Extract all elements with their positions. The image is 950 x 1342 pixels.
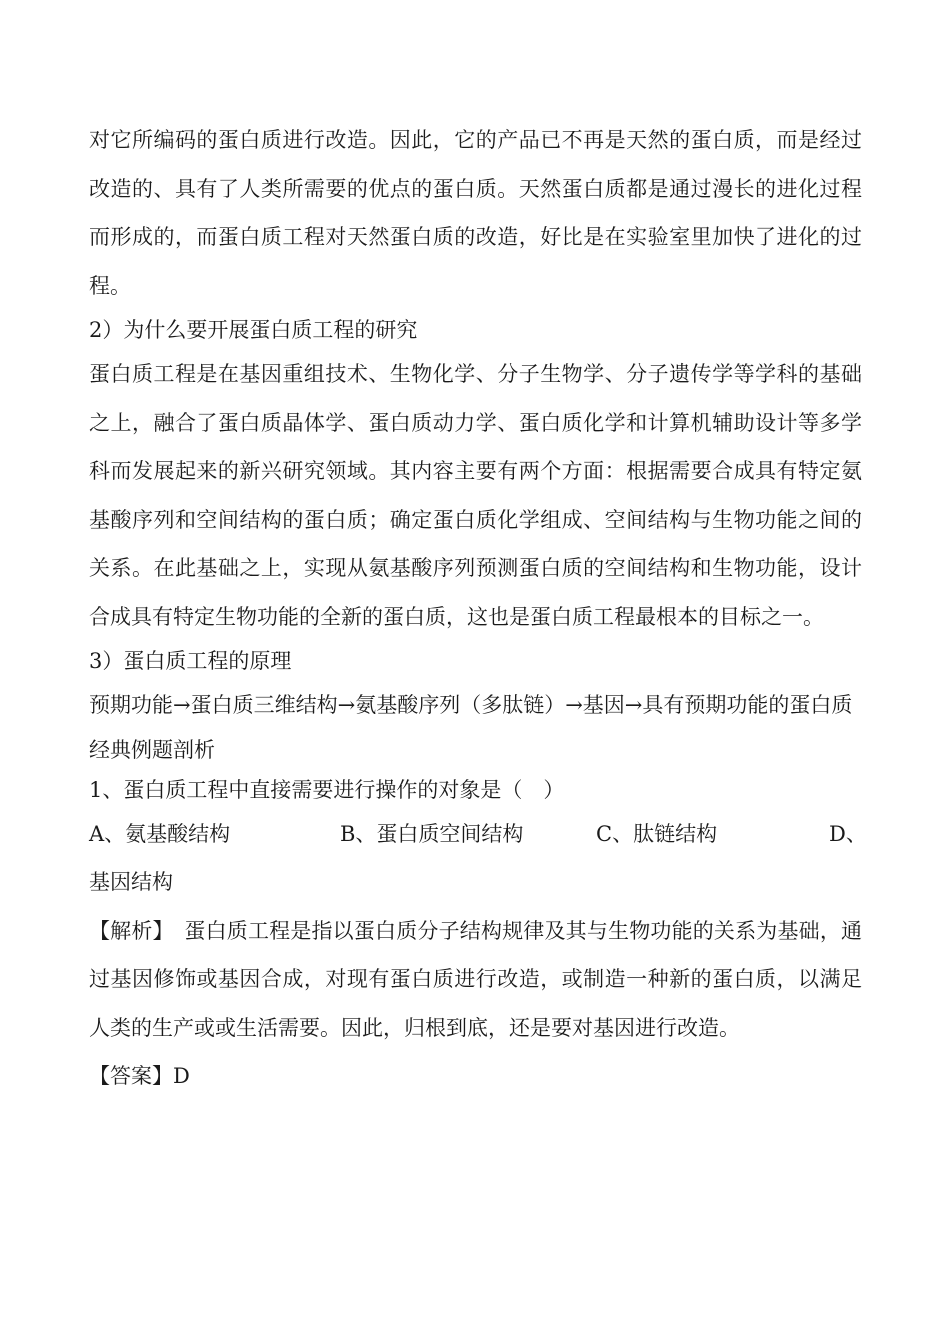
option-b: B、蛋白质空间结构 <box>340 821 524 846</box>
why-research-paragraph: 蛋白质工程是在基因重组技术、生物化学、分子生物学、分子遗传学等学科的基础之上，融合了蛋白质晶体学、蛋白质动力学、蛋白质化学和计算机辅助设计等多学科而发展起来的新兴研究领域。其内容主要有两个方面：根据需要合成具有特定氨基酸序列和空间结构的蛋白质；确定蛋白质化学组成、空间结构与生物功能之间的关系。在此基础之上，实现从氨基酸序列预测蛋白质的空间结构和生物功能，设计合成具有特定生物功能的全新的蛋白质，这也是蛋白质工程最根本的目标之一。 <box>89 362 862 629</box>
why-research-heading: 2）为什么要开展蛋白质工程的研究 <box>89 318 418 342</box>
option-d: D、 <box>829 821 867 846</box>
answer-value: D <box>173 1064 190 1088</box>
document-body <box>89 116 867 1101</box>
answer-label: 【答案】 <box>89 1064 173 1088</box>
option-a: A、氨基酸结构 <box>89 821 231 846</box>
analysis-paragraph <box>89 907 862 1053</box>
question-1-options <box>89 810 867 859</box>
analysis-text: 蛋白质工程是指以蛋白质分子结构规律及其与生物功能的关系为基础，通过基因修饰或基因合成，对现有蛋白质进行改造，或制造一种新的蛋白质，以满足人类的生产或或生活需要。因此，归根到底，还是要对基因进行改造。 <box>89 918 863 1040</box>
protein-engineering-intro-paragraph: 对它所编码的蛋白质进行改造。因此，它的产品已不再是天然的蛋白质，而是经过改造的、具有了人类所需要的优点的蛋白质。天然蛋白质都是通过漫长的进化过程而形成的，而蛋白质工程对天然蛋白质的改造，好比是在实验室里加快了进化的过程。 <box>89 128 862 298</box>
examples-heading: 经典例题剖析 <box>89 737 215 762</box>
question-1: 1、蛋白质工程中直接需要进行操作的对象是（ ） <box>89 777 565 802</box>
principle-flow-paragraph: 预期功能→蛋白质三维结构→氨基酸序列（多肽链）→基因→具有预期功能的蛋白质 <box>89 693 853 717</box>
answer-line <box>89 1052 862 1101</box>
option-c: C、肽链结构 <box>596 821 718 846</box>
principle-heading: 3）蛋白质工程的原理 <box>89 649 292 673</box>
analysis-label: 【解析】 <box>89 918 164 943</box>
option-d-continued: 基因结构 <box>89 870 173 894</box>
